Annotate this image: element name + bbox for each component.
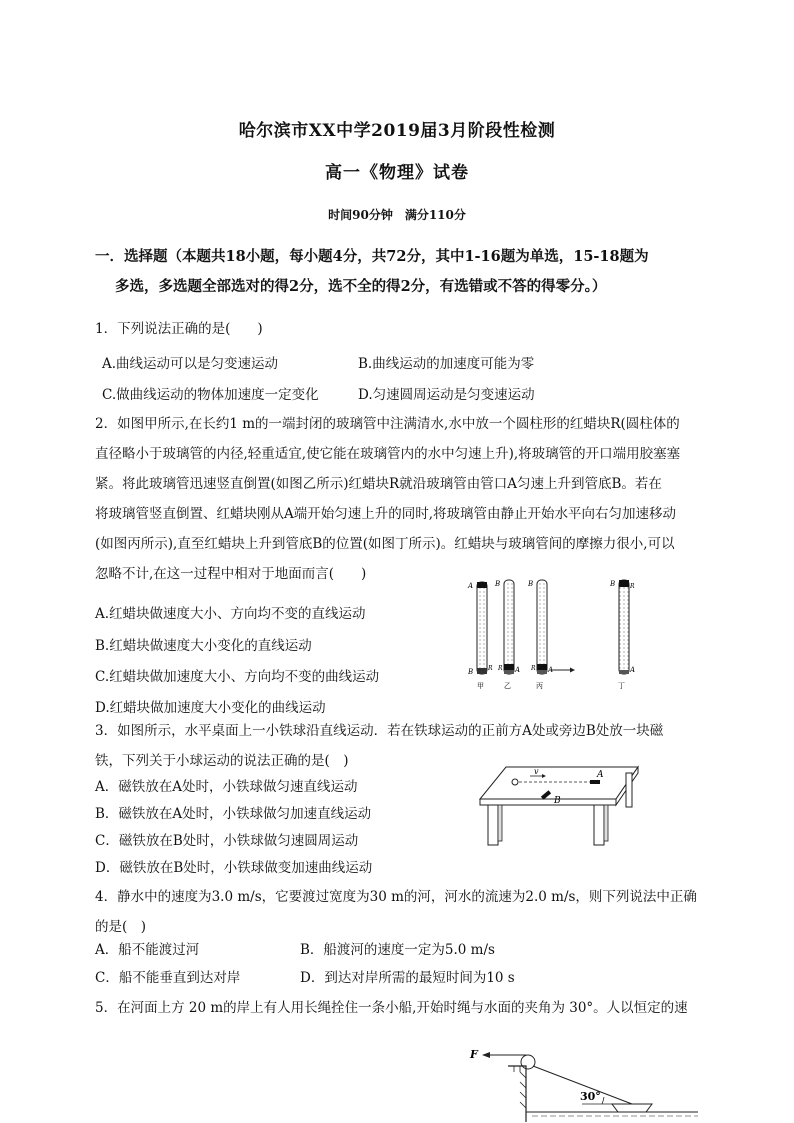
- q5-stem: 5．在河面上方 20 m的岸上有人用长绳拴住一条小船,开始时绳与水面的夹角为 30°。人以恒定的速: [95, 1000, 688, 1016]
- tube-jia-caption: 甲: [477, 682, 484, 690]
- section-heading-line2: 多选，多选题全部选对的得2分，选不全的得2分，有选错或不答的得零分。）: [115, 278, 607, 295]
- q4-option-d: D．到达对岸所需的最短时间为10 s: [300, 970, 515, 986]
- tube-ding-caption: 丁: [618, 682, 625, 690]
- section-heading-line1: 一．选择题（本题共18小题，每小题4分，共72分，其中1-16题为单选，15-18题为: [95, 248, 649, 265]
- iron-ball: [512, 779, 518, 785]
- q2-option-c: C.红蜡块做加速度大小、方向均不变的曲线运动: [95, 669, 380, 685]
- q1-option-d: D.匀速圆周运动是匀变速运动: [358, 387, 535, 403]
- tube-bing-label-a: A: [548, 666, 554, 674]
- tube-ding-label-a: A: [630, 666, 636, 674]
- q2-line: 2．如图甲所示,在长约1 m的一端封闭的玻璃管中注满清水,水中放一个圆柱形的红蜡块R(圆柱体的: [95, 416, 680, 432]
- q2-line: 忽略不计,在这一过程中相对于地面而言( ): [95, 566, 367, 582]
- tube-bing-label-r: R: [531, 665, 536, 672]
- q4-option-b: B．船渡河的速度一定为5.0 m/s: [300, 942, 495, 958]
- exam-subtitle: 高一《物理》试卷: [325, 163, 469, 183]
- q2-line: 直径略小于玻璃管的内径,轻重适宜,使它能在玻璃管内的水中匀速上升),将玻璃管的开口端用胶塞塞: [95, 446, 681, 462]
- table-leg: [594, 805, 604, 845]
- q2-option-a: A.红蜡块做速度大小、方向均不变的直线运动: [95, 606, 366, 622]
- q3-table-figure: [466, 763, 646, 853]
- q3-option-d: D．磁铁放在B处时，小铁球做变加速曲线运动: [95, 860, 373, 876]
- tube-bing: [527, 580, 575, 690]
- tube-jia: [467, 582, 493, 690]
- force-label: F: [470, 1048, 478, 1061]
- q1-option-c: C.做曲线运动的物体加速度一定变化: [102, 387, 319, 403]
- q2-option-d: D.红蜡块做加速度大小变化的曲线运动: [95, 700, 326, 716]
- tube-ding: [609, 580, 635, 690]
- q1-option-a: A.曲线运动可以是匀变速运动: [102, 356, 279, 372]
- q2-stem: [95, 409, 707, 589]
- magnet-a: [590, 780, 600, 784]
- q2-option-b: B.红蜡块做速度大小变化的直线运动: [95, 638, 312, 654]
- q4-option-a: A．船不能渡过河: [95, 942, 200, 958]
- q2-line: (如图丙所示),直至红蜡块上升到管底B的位置(如图丁所示)。红蜡块与玻璃管间的摩擦力很小,可以: [95, 536, 675, 552]
- q3-option-b: B．磁铁放在A处时，小铁球做匀加速直线运动: [95, 806, 372, 822]
- pulley: [521, 1055, 535, 1069]
- q3-line: 铁，下列关于小球运动的说法正确的是( ): [95, 753, 349, 769]
- q4-line: 4．静水中的速度为3.0 m/s，它要渡过宽度为30 m的河，河水的流速为2.0 m/s，则下列说法中正确: [95, 889, 697, 905]
- tube-yi-label-a: A: [515, 666, 521, 674]
- tube-yi: [494, 580, 520, 690]
- tube-jia-label-b: B: [468, 668, 474, 676]
- magnet-a-label: A: [597, 770, 604, 780]
- tube-bing-label-b: B: [528, 580, 534, 588]
- q3-option-c: C．磁铁放在B处时，小铁球做匀速圆周运动: [95, 833, 359, 849]
- q1-option-b: B.曲线运动的加速度可能为零: [358, 356, 535, 372]
- q4-line: 的是( ): [95, 919, 147, 935]
- force-arrow: [482, 1052, 490, 1058]
- exam-time-score: 时间90分钟 满分110分: [328, 208, 466, 222]
- q1-stem: 1．下列说法正确的是( ): [95, 321, 263, 337]
- magnet-b-label: B: [554, 796, 561, 806]
- tube-ding-label-b: B: [610, 580, 616, 588]
- tube-bing-caption: 丙: [536, 682, 543, 690]
- q5-pulley-figure: [462, 1042, 702, 1122]
- q2-tube-figure: [462, 574, 662, 694]
- table-leg: [488, 805, 498, 845]
- exam-title: 哈尔滨市XX中学2019届3月阶段性检测: [238, 121, 556, 141]
- velocity-label: v: [534, 767, 539, 776]
- q2-line: 将玻璃管竖直倒置、红蜡块刚从A端开始匀速上升的同时,将玻璃管由静止开始水平向右匀加速移动: [95, 506, 677, 522]
- angle-label: 30°: [580, 1090, 601, 1103]
- q2-line: 紧。将此玻璃管迅速竖直倒置(如图乙所示)红蜡块R就沿玻璃管由管口A匀速上升到管底B。若在: [95, 476, 662, 492]
- riverbank: [508, 1066, 526, 1122]
- q4-option-c: C．船不能垂直到达对岸: [95, 970, 241, 986]
- tube-yi-label-r: R: [498, 665, 503, 672]
- q3-option-a: A．磁铁放在A处时，小铁球做匀速直线运动: [95, 779, 358, 795]
- q4-stem: [95, 882, 707, 942]
- tube-jia-label-r: R: [488, 665, 493, 672]
- tube-ding-label-r: R: [630, 583, 635, 590]
- tube-yi-caption: 乙: [504, 682, 511, 690]
- boat: [612, 1104, 652, 1112]
- q3-line: 3．如图所示，水平桌面上一小铁球沿直线运动．若在铁球运动的正前方A处或旁边B处放一块磁: [95, 723, 664, 739]
- table-top: [480, 767, 638, 799]
- tube-jia-label-a: A: [468, 582, 474, 590]
- tube-yi-label-b: B: [495, 580, 501, 588]
